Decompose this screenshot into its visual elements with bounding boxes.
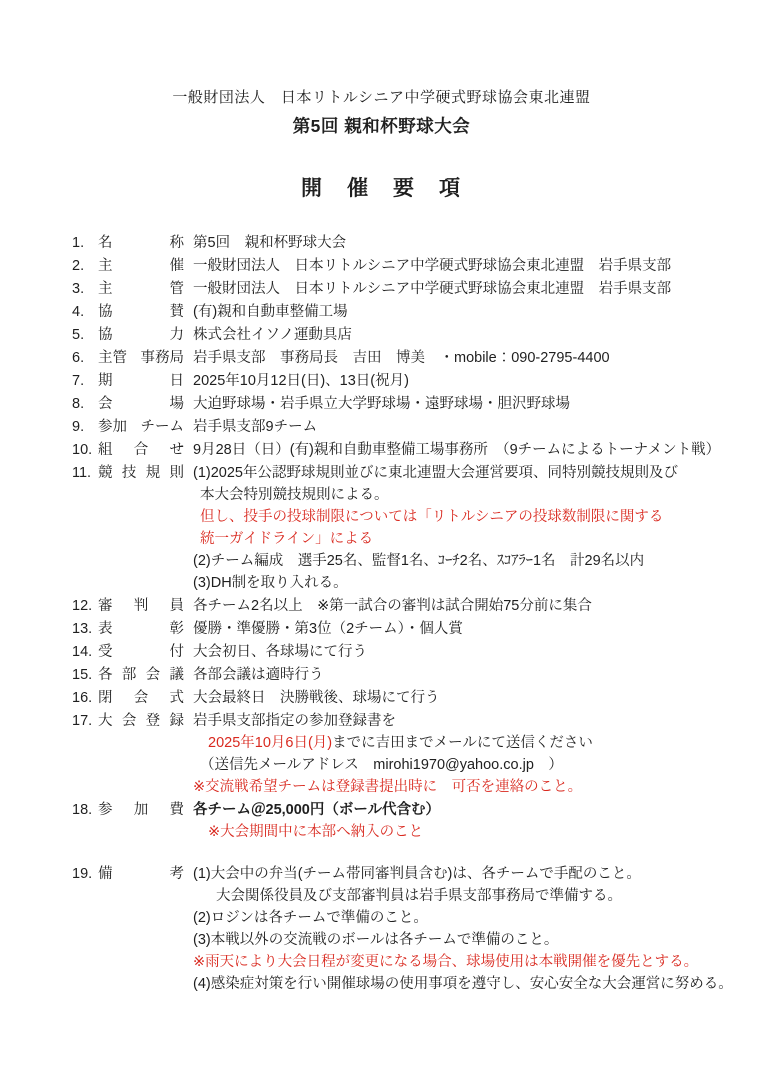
item-row-14 bbox=[72, 641, 729, 663]
text-segment: (3)DH制を取り入れる。 bbox=[193, 575, 348, 591]
item-content bbox=[193, 416, 729, 438]
item-number: 3. bbox=[72, 281, 85, 297]
item-line bbox=[193, 439, 729, 461]
item-number: 6. bbox=[72, 350, 85, 366]
item-number: 7. bbox=[72, 373, 85, 389]
item-line bbox=[193, 907, 729, 929]
item-line bbox=[193, 687, 729, 709]
document-header bbox=[0, 0, 763, 202]
item-content bbox=[193, 347, 729, 369]
page-heading: 開 催 要 項 bbox=[301, 177, 462, 200]
item-content bbox=[193, 232, 729, 254]
item-row-3 bbox=[72, 278, 729, 300]
item-line bbox=[193, 550, 729, 572]
item-label: 審 判 員 bbox=[98, 598, 184, 614]
item-line bbox=[193, 595, 729, 617]
text-segment: 優勝・準優勝・第3位（2チーム）・個人賞 bbox=[193, 621, 463, 637]
item-content bbox=[193, 799, 729, 843]
item-label: 備 考 bbox=[98, 866, 184, 882]
item-label: 参 加 費 bbox=[98, 802, 184, 818]
item-line bbox=[193, 973, 733, 995]
text-segment: 各部会議は適時行う bbox=[193, 667, 324, 683]
text-segment: 岩手県支部指定の参加登録書を bbox=[193, 713, 396, 729]
item-content bbox=[193, 255, 729, 277]
item-line bbox=[193, 951, 729, 973]
item-number: 5. bbox=[72, 327, 85, 343]
item-line bbox=[193, 255, 729, 277]
item-line bbox=[193, 232, 729, 254]
item-label: 競 技 規 則 bbox=[98, 465, 184, 481]
item-row-17 bbox=[72, 710, 729, 798]
text-segment: 一般財団法人 日本リトルシニア中学硬式野球協会東北連盟 岩手県支部 bbox=[193, 258, 672, 274]
item-label: 協 力 bbox=[98, 327, 184, 343]
highlighted-text: 但し、投手の投球制限については「リトルシニアの投球数制限に関する bbox=[200, 509, 664, 525]
text-segment: 大会関係役員及び支部審判員は岩手県支部事務局で準備する。 bbox=[216, 888, 622, 904]
text-segment: 株式会社イソノ運動具店 bbox=[193, 327, 352, 343]
item-line bbox=[193, 863, 729, 885]
item-line bbox=[193, 776, 729, 798]
highlighted-text: ※大会期間中に本部へ納入のこと bbox=[208, 824, 424, 840]
item-label: 主 催 bbox=[98, 258, 184, 274]
item-content bbox=[193, 324, 729, 346]
item-row-11 bbox=[72, 462, 729, 594]
item-row-7 bbox=[72, 370, 729, 392]
item-content bbox=[193, 278, 729, 300]
item-line bbox=[193, 641, 729, 663]
text-segment: 大会最終日 決勝戦後、球場にて行う bbox=[193, 690, 440, 706]
item-number: 15. bbox=[72, 667, 93, 683]
item-line bbox=[193, 799, 729, 821]
item-label: 主 管 bbox=[98, 281, 184, 297]
item-line bbox=[193, 664, 729, 686]
item-label: 会 場 bbox=[98, 396, 184, 412]
text-segment: 岩手県支部9チーム bbox=[193, 419, 318, 435]
item-number: 1. bbox=[72, 235, 85, 251]
item-line bbox=[193, 484, 729, 506]
item-number: 19. bbox=[72, 866, 93, 882]
item-content bbox=[193, 301, 729, 323]
item-line bbox=[193, 885, 729, 907]
highlighted-text: 統一ガイドライン」による bbox=[200, 531, 374, 547]
item-number: 9. bbox=[72, 419, 85, 435]
tournament-title: 第5回 親和杯野球大会 bbox=[292, 116, 471, 136]
item-line bbox=[193, 732, 729, 754]
text-segment: (2)チーム編成 選手25名、監督1名、ｺｰﾁ2名、ｽｺｱﾗｰ1名 計29名以内 bbox=[193, 553, 645, 569]
item-content bbox=[193, 618, 729, 640]
item-line bbox=[193, 416, 729, 438]
items-list bbox=[0, 232, 763, 995]
text-segment: 2025年10月12日(日)、13日(祝月) bbox=[193, 373, 409, 389]
item-line bbox=[193, 393, 729, 415]
item-label: 大 会 登 録 bbox=[98, 713, 184, 729]
item-line bbox=[193, 572, 729, 594]
item-row-19 bbox=[72, 863, 733, 995]
item-content bbox=[193, 462, 729, 594]
item-row-2 bbox=[72, 255, 729, 277]
text-segment: 大迫野球場・岩手県立大学野球場・遠野球場・胆沢野球場 bbox=[193, 396, 570, 412]
text-segment: 各チーム＠25,000円（ボール代含む） bbox=[193, 802, 441, 818]
item-number: 16. bbox=[72, 690, 93, 706]
text-segment: (4)感染症対策を行い開催球場の使用事項を遵守し、安心安全な大会運営に努める。 bbox=[193, 976, 733, 992]
item-line bbox=[193, 278, 729, 300]
item-content bbox=[193, 863, 733, 995]
item-row-13 bbox=[72, 618, 729, 640]
item-label: 協 賛 bbox=[98, 304, 184, 320]
item-line bbox=[193, 370, 729, 392]
item-row-6 bbox=[72, 347, 729, 369]
item-line bbox=[193, 462, 729, 484]
item-content bbox=[193, 641, 729, 663]
item-line bbox=[193, 618, 729, 640]
item-line bbox=[193, 347, 729, 369]
item-row-10 bbox=[72, 439, 729, 461]
item-row-18 bbox=[72, 799, 729, 843]
item-line bbox=[193, 821, 729, 843]
text-segment: までに吉田までメールにて送信ください bbox=[332, 735, 593, 751]
item-line bbox=[193, 710, 729, 732]
item-number: 12. bbox=[72, 598, 93, 614]
text-segment: 9月28日（日）(有)親和自動車整備工場事務所 （9チームによるトーナメント戦） bbox=[193, 442, 721, 458]
item-number: 17. bbox=[72, 713, 93, 729]
text-segment: 本大会特別競技規則による。 bbox=[200, 487, 389, 503]
item-row-8 bbox=[72, 393, 729, 415]
item-row-5 bbox=[72, 324, 729, 346]
item-label: 主管 事務局 bbox=[98, 350, 184, 366]
text-segment: (有)親和自動車整備工場 bbox=[193, 304, 348, 320]
item-number: 8. bbox=[72, 396, 85, 412]
item-content bbox=[193, 664, 729, 686]
item-label: 閉 会 式 bbox=[98, 690, 184, 706]
text-segment: （送信先メールアドレス mirohi1970@yahoo.co.jp ） bbox=[200, 757, 563, 773]
text-segment: (1)2025年公認野球規則並びに東北連盟大会運営要項、同特別競技規則及び bbox=[193, 465, 678, 481]
item-number: 10. bbox=[72, 442, 93, 458]
text-segment: 各チーム2名以上 ※第一試合の審判は試合開始75分前に集合 bbox=[193, 598, 592, 614]
item-row-9 bbox=[72, 416, 729, 438]
item-content bbox=[193, 439, 729, 461]
highlighted-text: 2025年10月6日(月) bbox=[208, 735, 333, 751]
organization-line: 一般財団法人 日本リトルシニア中学硬式野球協会東北連盟 bbox=[172, 89, 591, 106]
item-number: 18. bbox=[72, 802, 93, 818]
item-content bbox=[193, 710, 729, 798]
item-number: 13. bbox=[72, 621, 93, 637]
text-segment: (2)ロジンは各チームで準備のこと。 bbox=[193, 910, 428, 926]
item-row-15 bbox=[72, 664, 729, 686]
item-label: 各 部 会 議 bbox=[98, 667, 184, 683]
text-segment: (3)本戦以外の交流戦のボールは各チームで準備のこと。 bbox=[193, 932, 559, 948]
item-label: 参加 チーム bbox=[98, 419, 184, 435]
item-content bbox=[193, 687, 729, 709]
item-label: 名 称 bbox=[98, 235, 184, 251]
item-number: 4. bbox=[72, 304, 85, 320]
item-line bbox=[193, 324, 729, 346]
item-label: 期 日 bbox=[98, 373, 184, 389]
item-content bbox=[193, 370, 729, 392]
text-segment: 一般財団法人 日本リトルシニア中学硬式野球協会東北連盟 岩手県支部 bbox=[193, 281, 672, 297]
text-segment: 大会初日、各球場にて行う bbox=[193, 644, 367, 660]
item-line bbox=[193, 929, 729, 951]
item-row-4 bbox=[72, 301, 729, 323]
text-segment: (1)大会中の弁当(チーム帯同審判員含む)は、各チームで手配のこと。 bbox=[193, 866, 641, 882]
item-row-1 bbox=[72, 232, 729, 254]
item-number: 14. bbox=[72, 644, 93, 660]
highlighted-text: ※雨天により大会日程が変更になる場合、球場使用は本戦開催を優先とする。 bbox=[193, 954, 699, 970]
item-line bbox=[193, 301, 729, 323]
item-label: 組 合 せ bbox=[98, 442, 184, 458]
item-number: 11. bbox=[72, 465, 92, 481]
highlighted-text: ※交流戦希望チームは登録書提出時に 可否を連絡のこと。 bbox=[193, 779, 583, 795]
item-content bbox=[193, 393, 729, 415]
item-line bbox=[193, 528, 729, 550]
item-content bbox=[193, 595, 729, 617]
item-line bbox=[193, 754, 729, 776]
text-segment: 第5回 親和杯野球大会 bbox=[193, 235, 347, 251]
item-row-16 bbox=[72, 687, 729, 709]
text-segment: 岩手県支部 事務局長 吉田 博美 ・mobile：090-2795-4400 bbox=[193, 350, 610, 366]
item-row-12 bbox=[72, 595, 729, 617]
item-label: 表 彰 bbox=[98, 621, 184, 637]
item-number: 2. bbox=[72, 258, 85, 274]
item-line bbox=[193, 506, 729, 528]
item-label: 受 付 bbox=[98, 644, 184, 660]
